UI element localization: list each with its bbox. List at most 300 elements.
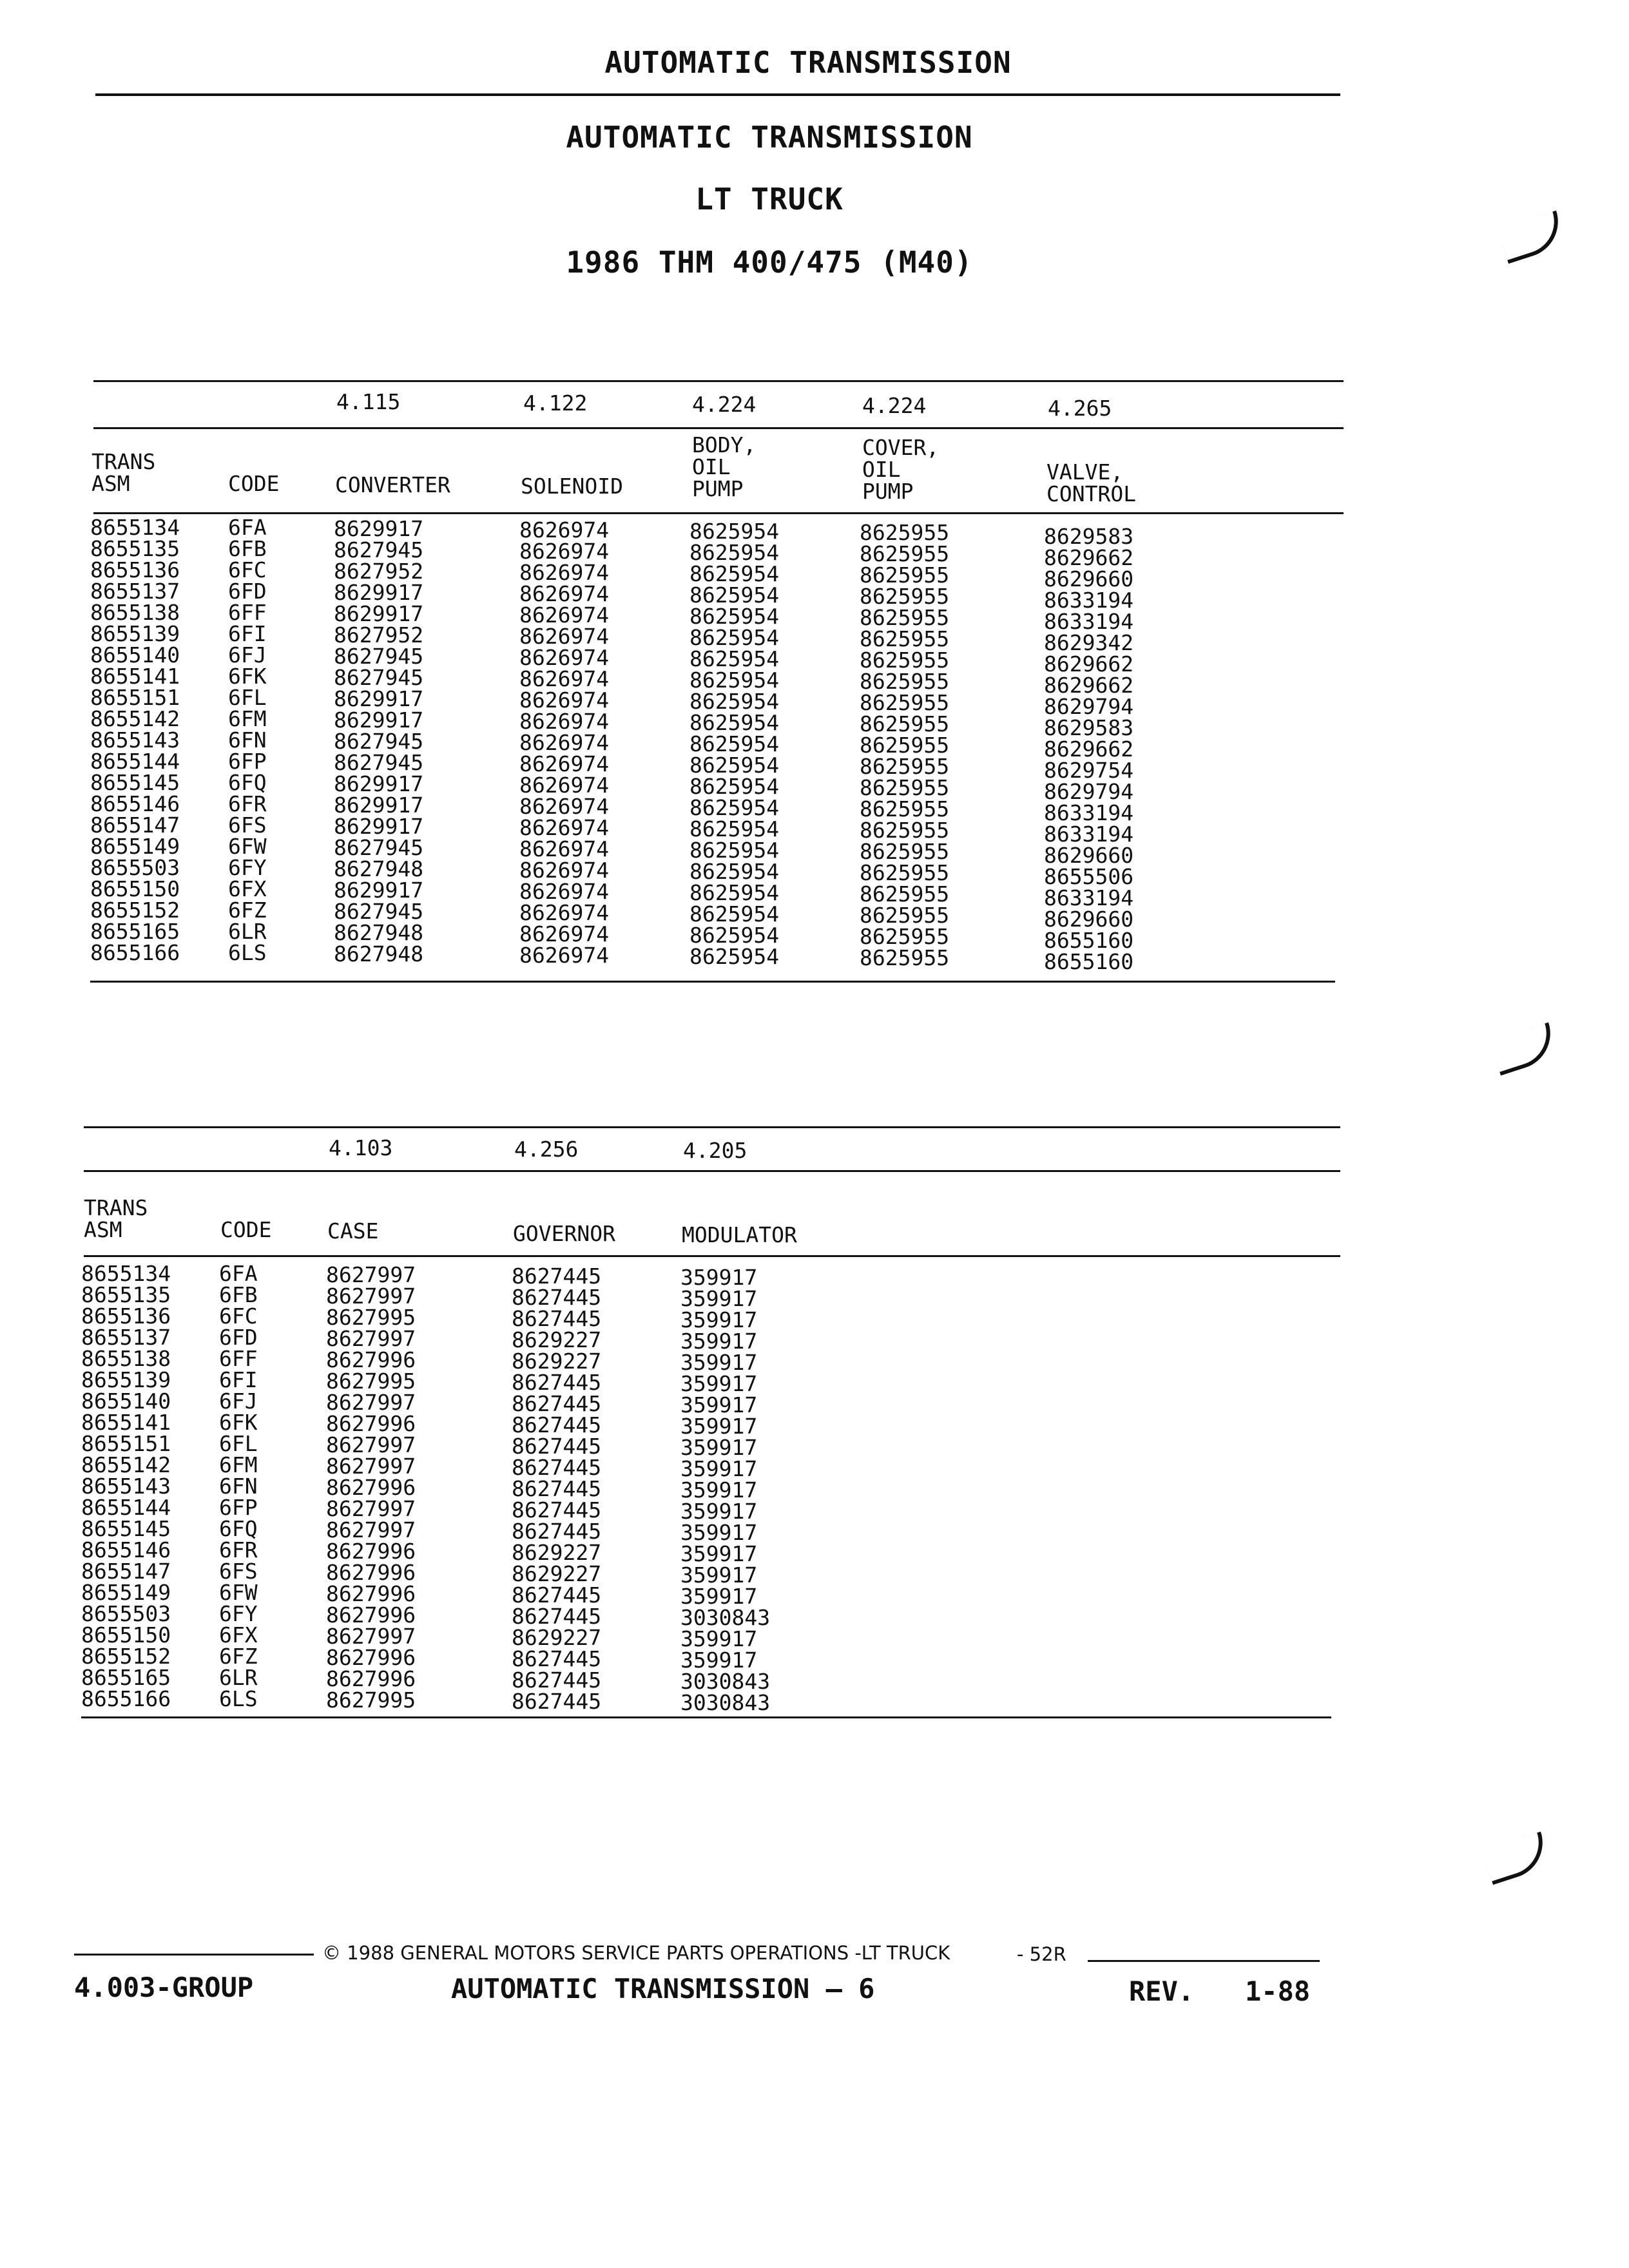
table-cell: 8629917 [334,601,424,626]
table-cell: 8627997 [326,1432,416,1457]
table-cell: 8629227 [512,1327,602,1352]
table-cell: 6LR [228,919,267,944]
table-cell: 6FL [219,1431,258,1456]
table-cell: 359917 [680,1265,758,1290]
table-cell: 359917 [680,1626,758,1651]
column-code-2 [219,1263,258,1709]
table-cell: 8633194 [1044,588,1134,613]
table-cell: 6FR [228,791,267,816]
table-cell: 8629917 [334,793,424,818]
table-cell: 8627445 [512,1455,602,1480]
table-cell: 8626974 [519,517,610,543]
table-cell: 8625954 [689,519,780,544]
table-cell: 8629662 [1044,736,1134,762]
table-cell: 8625955 [860,775,950,800]
page-title: AUTOMATIC TRANSMISSION [566,120,973,155]
table-cell: 8625955 [860,860,950,885]
table-cell: 8625954 [689,753,780,778]
table-cell: 8655150 [90,876,180,901]
table-cell: 8627995 [326,1687,416,1713]
table-cell: 8627948 [334,941,424,966]
table-cell: 8655506 [1044,864,1134,889]
table-cell: 8626974 [519,836,610,861]
footer-right-rule [1088,1960,1320,1962]
table-cell: 8629227 [512,1349,602,1374]
table-cell: 8629583 [1044,524,1134,549]
table-cell: 359917 [680,1477,758,1503]
table-cell: 8627997 [326,1624,416,1649]
table-cell: 6FW [228,834,267,859]
table-cell: 8625955 [860,690,950,715]
top-rule [95,93,1340,96]
group-code-modulator: 4.205 [683,1138,747,1163]
table-cell: 8625955 [860,945,950,970]
table-cell: 8629342 [1044,630,1134,655]
table-cell: 8625955 [860,584,950,609]
table-cell: 8627445 [512,1582,602,1608]
table1-header-rule [93,512,1344,514]
table-cell: 8627445 [512,1370,602,1395]
table-cell: 8655137 [90,579,180,604]
table-cell: 8629660 [1044,843,1134,868]
table-cell: 359917 [680,1350,758,1375]
table-cell: 8627997 [326,1454,416,1479]
table-cell: 8633194 [1044,822,1134,847]
table-cell: 8626974 [519,687,610,713]
table-cell: 6FB [219,1282,258,1307]
table-cell: 8629662 [1044,651,1134,677]
table2-header-rule [84,1255,1340,1257]
table-cell: 8627997 [326,1496,416,1521]
table-cell: 8655503 [81,1601,171,1626]
table-cell: 359917 [680,1286,758,1311]
table-cell: 8655141 [81,1410,171,1435]
table-cell: 8625954 [689,625,780,650]
table-cell: 8629917 [334,580,424,605]
table1-bottom-rule [90,981,1335,983]
revision-label: REV. [1129,1975,1195,2007]
table-cell: 8627996 [326,1666,416,1691]
table-cell: 6FI [219,1367,258,1392]
table-cell: 8655147 [90,812,180,838]
table1-group-rule [93,427,1344,429]
header-body-oil-pump: BODY, OIL PUMP [692,432,757,501]
group-code-cover-pump: 4.224 [862,393,927,418]
table-cell: 8655134 [90,515,180,540]
table-cell: 8655142 [90,706,180,731]
table-cell: 8625954 [689,646,780,671]
table-cell: 6FZ [228,898,267,923]
table-cell: 359917 [680,1371,758,1396]
table-cell: 8626974 [519,751,610,776]
table-cell: 8655135 [81,1282,171,1307]
header-governor: GOVERNOR [513,1221,615,1246]
table-cell: 8627996 [326,1581,416,1606]
check-mark-icon [1482,1832,1552,1885]
table-cell: 6LS [228,940,267,965]
table-cell: 8655140 [81,1389,171,1414]
table-cell: 8627997 [326,1262,416,1287]
table-cell: 359917 [680,1435,758,1460]
table-cell: 8633194 [1044,609,1134,634]
table-cell: 8627945 [334,665,424,690]
table-cell: 8655134 [81,1261,171,1286]
group-code-body-pump: 4.224 [692,392,757,417]
header-modulator: MODULATOR [682,1222,797,1247]
table-cell: 6FA [228,515,267,540]
table-cell: 8627445 [512,1646,602,1671]
table-cell: 8626974 [519,900,610,925]
table-cell: 8625955 [860,541,950,566]
header-case: CASE [327,1218,379,1244]
table-cell: 8625954 [689,901,780,927]
table-cell: 8627995 [326,1369,416,1394]
table-cell: 8625954 [689,816,780,841]
table-cell: 8627948 [334,920,424,945]
table-cell: 8625955 [860,711,950,736]
table-cell: 8627945 [334,729,424,754]
table-cell: 8626974 [519,879,610,904]
table-cell: 8625954 [689,540,780,565]
table-cell: 8655150 [81,1622,171,1648]
table-cell: 8625955 [860,648,950,673]
table-cell: 8625954 [689,774,780,799]
table-cell: 8655135 [90,536,180,561]
table-cell: 8655165 [90,919,180,944]
table-cell: 6FX [228,876,267,901]
table-cell: 8625954 [689,838,780,863]
table-cell: 8627996 [326,1560,416,1585]
table-cell: 8625954 [689,689,780,714]
table2-bottom-rule [81,1716,1331,1718]
table-cell: 8625955 [860,924,950,949]
table-cell: 6LS [219,1686,258,1711]
table-cell: 3030843 [680,1669,771,1694]
table-cell: 6FD [219,1325,258,1350]
table-cell: 8626974 [519,581,610,606]
column-case [326,1264,416,1711]
table-cell: 8627445 [512,1264,602,1289]
table-cell: 8655160 [1044,949,1134,974]
table-cell: 8627445 [512,1391,602,1416]
header-solenoid: SOLENOID [521,474,623,499]
footer-left-rule [74,1954,314,1956]
table-cell: 8655139 [90,621,180,646]
table-cell: 8655145 [81,1516,171,1541]
table-cell: 8626974 [519,666,610,691]
table-cell: 8655143 [81,1474,171,1499]
table-cell: 6FP [219,1495,258,1520]
table-cell: 8629917 [334,686,424,711]
table-cell: 8626974 [519,709,610,734]
table1-top-rule [93,380,1344,382]
table-cell: 8627945 [334,644,424,669]
table-cell: 8655166 [90,940,180,965]
table-cell: 8629754 [1044,758,1134,783]
table-cell: 8655165 [81,1665,171,1690]
header-converter: CONVERTER [335,472,450,497]
table-cell: 8625955 [860,605,950,630]
table-cell: 8627996 [326,1602,416,1628]
table-cell: 6FM [219,1452,258,1477]
table-cell: 6FD [228,579,267,604]
section-label: AUTOMATIC TRANSMISSION — 6 [451,1973,875,2004]
column-governor [512,1265,601,1712]
table-cell: 359917 [680,1520,758,1545]
table-cell: 8626974 [519,815,610,840]
table-cell: 8625955 [860,881,950,907]
table-cell: 8655136 [81,1303,171,1329]
header-valve-control: VALVE, CONTROL [1046,459,1137,506]
table-cell: 8627952 [334,622,424,648]
check-mark-icon [1490,1023,1560,1076]
table-cell: 8625955 [860,818,950,843]
group-code-converter: 4.115 [336,389,401,414]
table-cell: 8627997 [326,1283,416,1309]
header-code-2: CODE [220,1217,272,1242]
table-cell: 6FQ [219,1516,258,1541]
table-cell: 8627445 [512,1519,602,1544]
table-cell: 6FF [228,600,267,625]
table-cell: 8627445 [512,1689,602,1714]
table-cell: 6FN [228,727,267,753]
table-cell: 8655138 [81,1346,171,1371]
table-cell: 8655166 [81,1686,171,1711]
table-cell: 3030843 [680,1690,771,1715]
table-cell: 8655142 [81,1452,171,1477]
table-cell: 8626974 [519,794,610,819]
table-cell: 8627948 [334,856,424,881]
table2-group-rule [84,1170,1340,1172]
table-cell: 8625954 [689,668,780,693]
table-cell: 8655145 [90,770,180,795]
group-code-case: 4.103 [329,1135,393,1160]
table-cell: 8627945 [334,750,424,775]
table-cell: 8626974 [519,624,610,649]
table-cell: 6FB [228,536,267,561]
table-cell: 8627997 [326,1517,416,1542]
table-cell: 8625955 [860,562,950,588]
column-cover-oil-pump [860,522,949,968]
table-cell: 8655136 [90,557,180,582]
group-number: 4.003-GROUP [74,1972,254,2003]
group-code-solenoid: 4.122 [523,390,588,416]
table-cell: 8627996 [326,1347,416,1372]
page-subtitle: LT TRUCK [695,182,843,216]
table-cell: 8629917 [334,516,424,541]
table-cell: 8627996 [326,1645,416,1670]
table-cell: 6FY [219,1601,258,1626]
table-cell: 8625954 [689,561,780,586]
table-cell: 8627445 [512,1667,602,1693]
table-cell: 8655146 [81,1537,171,1562]
table-cell: 8655503 [90,855,180,880]
table-cell: 6FX [219,1622,258,1648]
table-cell: 8627996 [326,1539,416,1564]
table-cell: 8629660 [1044,566,1134,591]
table-cell: 8655140 [90,642,180,668]
table-cell: 6FK [219,1410,258,1435]
table-cell: 6FS [219,1559,258,1584]
table-cell: 6LR [219,1665,258,1690]
table-cell: 8655147 [81,1559,171,1584]
table-cell: 8626974 [519,645,610,670]
table-cell: 8626974 [519,602,610,628]
table-cell: 8625955 [860,754,950,779]
column-converter [334,518,423,965]
model-title: 1986 THM 400/475 (M40) [566,245,973,280]
table-cell: 6FI [228,621,267,646]
table-cell: 8655149 [81,1580,171,1605]
table-cell: 6FR [219,1537,258,1562]
table-cell: 8633194 [1044,800,1134,825]
table-cell: 8655152 [81,1644,171,1669]
header-trans-asm-2: TRANS ASM [84,1195,148,1242]
table-cell: 8629583 [1044,715,1134,740]
table-cell: 8629662 [1044,673,1134,698]
table-cell: 6FZ [219,1644,258,1669]
table-cell: 8627996 [326,1475,416,1500]
table-cell: 8627445 [512,1434,602,1459]
table-cell: 6FF [219,1346,258,1371]
header-trans-asm: TRANS ASM [92,449,156,496]
table-cell: 8629660 [1044,907,1134,932]
table-cell: 8627945 [334,899,424,924]
table-cell: 8655151 [90,685,180,710]
table-cell: 8625954 [689,880,780,905]
top-title: AUTOMATIC TRANSMISSION [604,45,1012,80]
table-cell: 8655144 [81,1495,171,1520]
table-cell: 8655143 [90,727,180,753]
table-cell: 8633194 [1044,885,1134,910]
table-cell: 359917 [680,1648,758,1673]
table-cell: 8625954 [689,923,780,948]
column-body-oil-pump [689,521,779,967]
table-cell: 8627445 [512,1497,602,1523]
table-cell: 8625955 [860,796,950,822]
table-cell: 8625955 [860,839,950,864]
table-cell: 8626974 [519,730,610,755]
table-cell: 6FJ [228,642,267,668]
column-valve-control [1044,526,1133,972]
table-cell: 8655149 [90,834,180,859]
table-cell: 8625954 [689,944,780,969]
table-cell: 8629227 [512,1540,602,1565]
table-cell: 6FS [228,812,267,838]
table-cell: 8655137 [81,1325,171,1350]
table-cell: 8655152 [90,898,180,923]
table-cell: 6FC [219,1303,258,1329]
table-cell: 8629917 [334,814,424,839]
table-cell: 8629227 [512,1625,602,1650]
table-cell: 359917 [680,1392,758,1418]
table-cell: 8625954 [689,710,780,735]
table-cell: 8629227 [512,1561,602,1586]
table-cell: 6FQ [228,770,267,795]
header-code: CODE [228,471,280,496]
group-code-governor: 4.256 [514,1137,579,1162]
table-cell: 8655139 [81,1367,171,1392]
table-cell: 8626974 [519,539,610,564]
table-cell: 8655151 [81,1431,171,1456]
table-cell: 8629794 [1044,779,1134,804]
table-cell: 359917 [680,1584,758,1609]
table-cell: 8625955 [860,903,950,928]
table-cell: 8627445 [512,1476,602,1501]
table-cell: 8627997 [326,1326,416,1351]
table-cell: 6FL [228,685,267,710]
table-cell: 8626974 [519,773,610,798]
table-cell: 359917 [680,1456,758,1481]
table-cell: 8627945 [334,537,424,562]
table-cell: 6FW [219,1580,258,1605]
table-cell: 8627445 [512,1604,602,1629]
table-cell: 8627997 [326,1390,416,1415]
table-cell: 8629917 [334,771,424,796]
table-cell: 8625954 [689,731,780,756]
table-cell: 8655141 [90,664,180,689]
table-cell: 8627445 [512,1285,602,1310]
revision-date: 1-88 [1245,1975,1311,2007]
table-cell: 8655144 [90,749,180,774]
table-cell: 8655160 [1044,928,1134,953]
table-cell: 8625954 [689,859,780,884]
table2-top-rule [84,1126,1340,1128]
group-code-valve: 4.265 [1048,396,1112,421]
table-cell: 8627445 [512,1306,602,1331]
column-modulator [680,1267,770,1713]
table-cell: 6FA [219,1261,258,1286]
table-cell: 6FJ [219,1389,258,1414]
header-cover-oil-pump: COVER, OIL PUMP [862,435,940,504]
table-cell: 8626974 [519,921,610,947]
table-cell: 8626974 [519,943,610,968]
table-cell: 8625955 [860,520,950,545]
column-trans-asm [90,517,180,963]
table-cell: 8655138 [90,600,180,625]
column-code [228,517,267,963]
table-cell: 8627996 [326,1411,416,1436]
table-cell: 359917 [680,1541,758,1566]
table-cell: 6FM [228,706,267,731]
table-cell: 8625954 [689,604,780,629]
table-cell: 8627945 [334,835,424,860]
table-cell: 359917 [680,1329,758,1354]
table-cell: 359917 [680,1414,758,1439]
column-solenoid [519,519,609,966]
table-cell: 359917 [680,1499,758,1524]
table-cell: 8625954 [689,582,780,608]
table-cell: 3030843 [680,1605,771,1630]
table-cell: 8625955 [860,669,950,694]
table-cell: 8627445 [512,1412,602,1437]
table-cell: 8625955 [860,733,950,758]
copyright-line: © 1988 GENERAL MOTORS SERVICE PARTS OPERATIONS -LT TRUCK [322,1942,950,1964]
table-cell: 8629794 [1044,694,1134,719]
table-cell: 8629917 [334,878,424,903]
table-cell: 6FC [228,557,267,582]
table-cell: 8627995 [326,1305,416,1330]
table-cell: 8629917 [334,707,424,733]
table-cell: 6FY [228,855,267,880]
table-cell: 8627952 [334,559,424,584]
table-cell: 8626974 [519,858,610,883]
table-cell: 6FK [228,664,267,689]
table-cell: 8626974 [519,560,610,585]
table-cell: 359917 [680,1562,758,1588]
page-reference: - 52R [1017,1943,1066,1965]
table-cell: 8625954 [689,795,780,820]
